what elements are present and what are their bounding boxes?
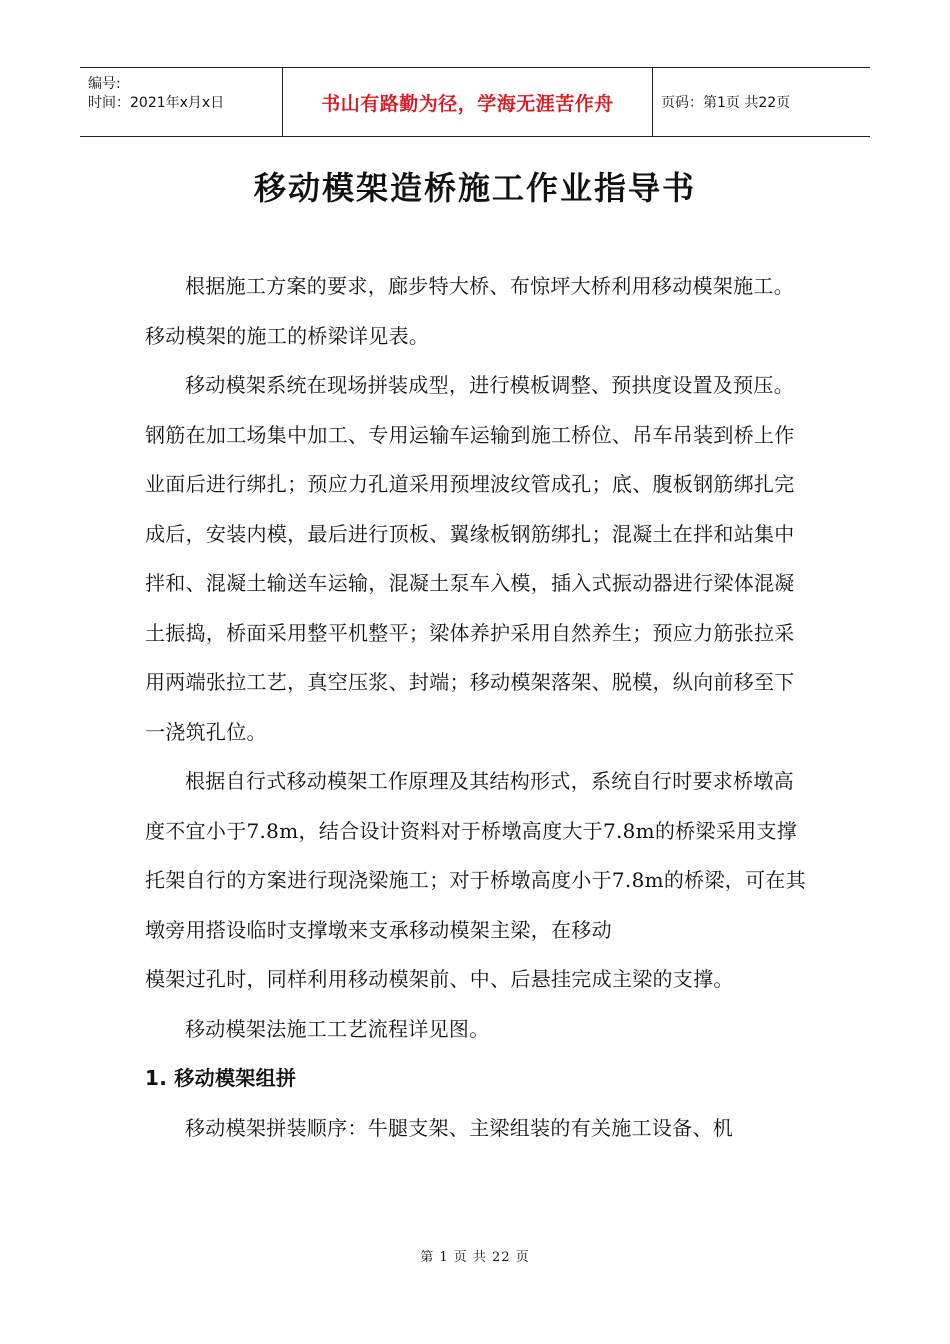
- paragraph-4: 模架过孔时，同样利用移动模架前、中、后悬挂完成主梁的支撑。: [145, 967, 734, 991]
- header-meta-cell: [80, 68, 283, 136]
- section-heading-1: 1. 移动模架组拼: [145, 1066, 297, 1090]
- document-number-label: 编号:: [88, 76, 121, 92]
- header-table: [80, 67, 870, 137]
- paragraph-5: 移动模架法施工工艺流程详见图。: [185, 1016, 490, 1041]
- header-page-cell: [653, 68, 870, 136]
- paragraph-2: 移动模架系统在现场拼装成型，进行模板调整、预拱度设置及预压。钢筋在加工场集中加工、专用运输车运输到施工桥位、吊车吊装到桥上作业面后进行绑扎；预应力孔道采用预埋波纹管成孔；底、腹板钢筋绑扎完成后，安装内模，最后进行顶板、翼缘板钢筋绑扎；混凝土在拌和站集中拌和、混凝土输送车运输，混凝土泵车入模，插入式振动器进行梁体混凝土振捣，桥面采用整平机整平；梁体养护采用自然养生；预应力筋张拉采用两端张拉工艺，真空压浆、封端；移动模架落架、脱模，纵向前移至下一浇筑孔位。: [145, 373, 795, 744]
- document-body: [145, 262, 810, 1153]
- page-footer: 第 1 页 共 22 页: [420, 1250, 530, 1265]
- paragraph-1: 根据施工方案的要求，廊步特大桥、布惊坪大桥利用移动模架施工。移动模架的施工的桥梁详见表。: [145, 274, 794, 348]
- document-title: 移动模架造桥施工作业指导书: [253, 169, 696, 207]
- document-time: 时间：2021年x月x日: [88, 95, 225, 111]
- header-page-info: 页码：第1页 共22页: [661, 95, 791, 111]
- header-motto-cell: [283, 68, 653, 136]
- header-motto: 书山有路勤为径，学海无涯苦作舟: [321, 92, 614, 115]
- paragraph-3: 根据自行式移动模架工作原理及其结构形式，系统自行时要求桥墩高度不宜小于7.8m，结合设计资料对于桥墩高度大于7.8m的桥梁采用支撑托架自行的方案进行现浇梁施工；对于桥墩高度小于7.8m的桥梁，可在其墩旁用搭设临时支撑墩来支承移动模架主梁，在移动: [145, 769, 806, 942]
- paragraph-6: 移动模架拼装顺序：牛腿支架、主梁组装的有关施工设备、机: [185, 1115, 734, 1140]
